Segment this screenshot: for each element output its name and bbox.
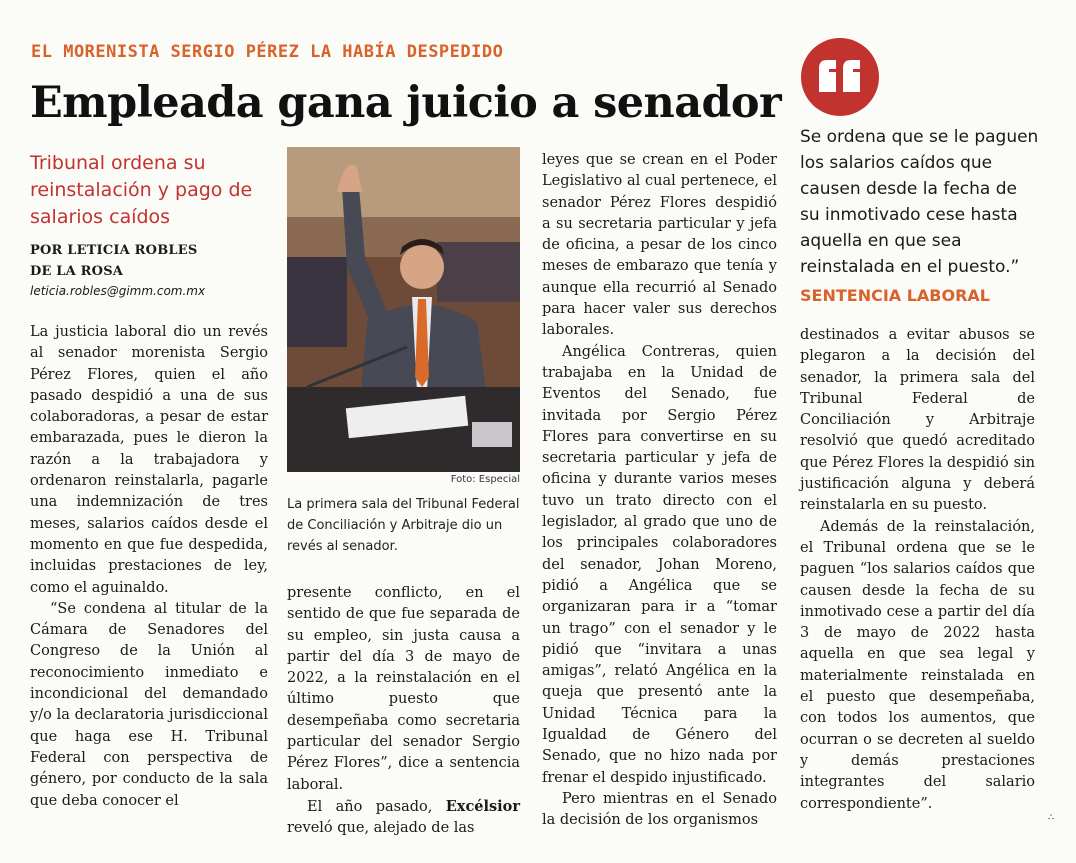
- paragraph: Además de la reinstalación, el Tribunal ordena que se le paguen “los salarios caídos que causen desde la fecha de su inmotivado cese a partir del día 3 de mayo de 2022 hasta aquella en que sea legal y materialmente reinstalada en el puesto que desempeñaba, con todos los aumentos, que ocurran o se decreten al sueldo y demás prestaciones integrantes del salario correspondiente”.: [800, 518, 1035, 812]
- end-mark: ∴: [1048, 813, 1054, 823]
- article-column-2: [287, 583, 520, 840]
- paragraph: “Se condena al titular de la Cámara de Senadores del Congreso de la Unión al reconocimiento inmediato e incondicional del demandado y/o la declaratoria jurisdiccional que haga ese H. Tribunal Federal con perspectiva de género, por conducto de la sala que deba conocer el: [30, 600, 268, 809]
- photo-caption: La primera sala del Tribunal Federal de Conciliación y Arbitraje dio un revés al senador.: [287, 497, 520, 554]
- text-run: reveló que, alejado de las: [287, 820, 475, 837]
- byline-line-2: DE LA ROSA: [30, 264, 124, 279]
- subhead: Tribunal ordena su reinstalación y pago de salarios caídos: [30, 152, 253, 228]
- article-column-4: [800, 325, 1035, 815]
- quote-marks-icon: [801, 38, 879, 116]
- paragraph: leyes que se crean en el Poder Legislativo al cual pertenece, el senador Pérez Flores despidió a su secretaria particular y jefa de oficina, a pesar de los cinco meses de embarazo que tenía y aunque ella recurrió al Senado para hacer valer sus derechos laborales.: [542, 152, 777, 339]
- photo-credit: Foto: Especial: [450, 474, 520, 485]
- pull-quote: Se ordena que se le paguen los salarios caídos que causen desde la fecha de su inmotivado cese hasta aquella en que sea reinstalada en el puesto.”: [800, 127, 1039, 277]
- byline: [30, 240, 270, 282]
- paragraph: presente conflicto, en el sentido de que fue separada de su empleo, sin justa causa a partir del día 3 de mayo de 2022, a la reinstalación en el último puesto que desempeñaba como secretaria particular del senador Sergio Pérez Flores”, dice a sentencia laboral.: [287, 585, 520, 793]
- byline-line-1: POR LETICIA ROBLES: [30, 243, 198, 258]
- author-email: leticia.robles@gimm.com.mx: [30, 284, 206, 298]
- article-column-3: [542, 150, 777, 832]
- senator-photo-illustration: [287, 147, 520, 472]
- news-photo: [287, 147, 520, 472]
- section-heading: SENTENCIA LABORAL: [800, 286, 990, 305]
- article-column-1: [30, 322, 268, 812]
- newspaper-name: Excélsior: [445, 797, 520, 815]
- headline: Empleada gana juicio a senador: [30, 78, 782, 128]
- kicker: EL MORENISTA SERGIO PÉREZ LA HABÍA DESPEDIDO: [31, 42, 504, 62]
- paragraph: [287, 796, 520, 840]
- text-run: El año pasado,: [307, 798, 446, 815]
- paragraph: Angélica Contreras, quien trabajaba en la Unidad de Eventos del Senado, fue invitada por Sergio Pérez Flores para convertirse en su secretaria particular y jefa de oficina y durante varios meses tuvo un trato directo con el legislador, al grado que uno de los principales colaboradores del senador, Johan Moreno, pidió a Angélica que se organizaran para ir a “tomar un trago” con el senador y le pidió que “invitara a unas amigas”, relató Angélica en la queja que presentó ante la Unidad Técnica para la Igualdad de Género del Senado, que no hizo nada por frenar el despido injustificado.: [542, 343, 777, 786]
- paragraph: Pero mientras en el Senado la decisión de los organismos: [542, 790, 777, 829]
- paragraph: destinados a evitar abusos se plegaron a la decisión del senador, la primera sala del Tribunal Federal de Conciliación y Arbitraje resolvió que quedó acreditado que Pérez Flores la despidió sin justificación alguna y deberá reinstalarla en su puesto.: [800, 327, 1035, 514]
- paragraph: La justicia laboral dio un revés al senador morenista Sergio Pérez Flores, quien el año pasado despidió a una de sus colaboradoras, a pesar de estar embarazada, pues le dieron la razón a la trabajadora y ordenaron reinstalarla, pagarle una indemnización de tres meses, salarios caídos desde el momento en que fue despedida, incluidas prestaciones de ley, como el aguinaldo.: [30, 324, 268, 596]
